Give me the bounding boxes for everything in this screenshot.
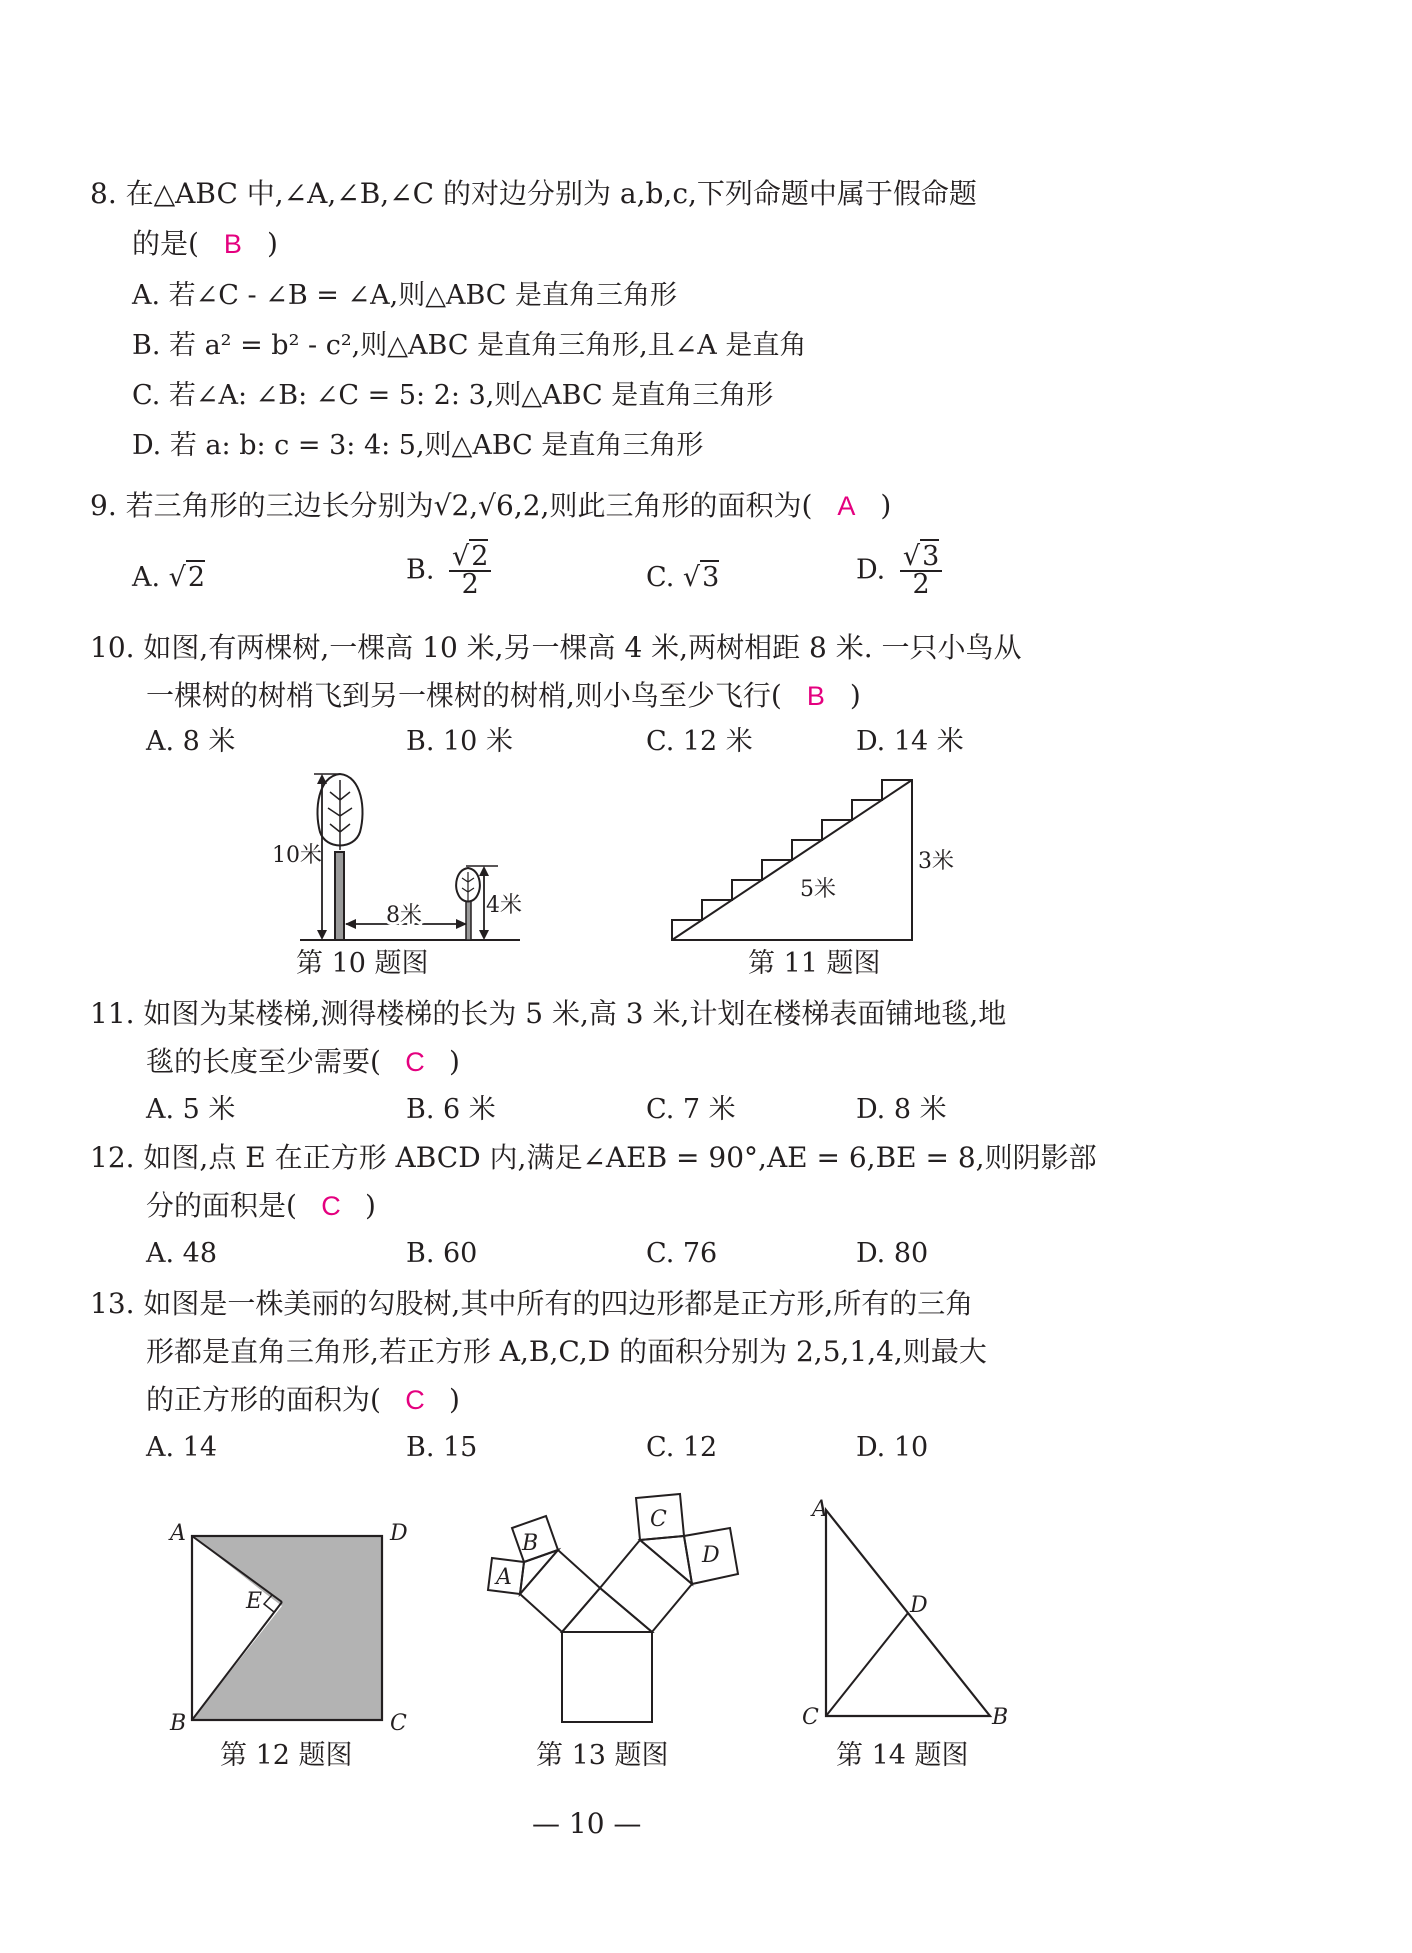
fig13-left-square xyxy=(520,1550,600,1632)
fig10-tall-trunk xyxy=(335,852,344,940)
fig14-segment-cd xyxy=(826,1613,908,1716)
fig13-label-a: A xyxy=(496,1565,512,1590)
q9-option-a xyxy=(132,560,205,596)
q11-close-paren: ) xyxy=(448,1045,460,1078)
q8-option-b: B. 若 a² = b² - c²,则△ABC 是直角三角形,且∠A 是直角 xyxy=(132,330,807,361)
figure-11-stairs xyxy=(666,776,966,946)
fig12-label-c: C xyxy=(390,1711,407,1736)
q9-option-a-radicand: 2 xyxy=(187,562,206,593)
q11-option-b: B. 6 米 xyxy=(406,1094,496,1125)
q8-stem-text: 的是( xyxy=(132,227,199,260)
fig14-label-a: A xyxy=(812,1497,828,1522)
q12-option-c: C. 76 xyxy=(646,1238,718,1269)
q8-stem-line1: 8. 在△ABC 中,∠A,∠B,∠C 的对边分别为 a,b,c,下列命题中属于假命题 xyxy=(90,177,977,210)
q13-option-c: C. 12 xyxy=(646,1432,718,1463)
fig14-label-c: C xyxy=(802,1705,819,1730)
q9-option-b xyxy=(406,541,491,600)
fig10-caption: 第 10 题图 xyxy=(296,948,429,979)
q13-option-b: B. 15 xyxy=(406,1432,478,1463)
fig10-arrow-down-small-icon xyxy=(479,930,489,940)
page-number: — 10 — xyxy=(532,1807,642,1840)
q9-option-d-denominator: 2 xyxy=(912,569,930,600)
fig13-label-c: C xyxy=(650,1507,667,1532)
q13-stem-line1: 13. 如图是一株美丽的勾股树,其中所有的四边形都是正方形,所有的三角 xyxy=(90,1287,974,1320)
fig10-label-gap: 8米 xyxy=(386,903,422,928)
q9-option-b-radicand: 2 xyxy=(471,541,489,572)
q9-stem-text: 9. 若三角形的三边长分别为√2,√6,2,则此三角形的面积为( xyxy=(90,489,813,522)
fig14-label-b: B xyxy=(992,1705,1009,1730)
q10-option-d: D. 14 米 xyxy=(856,726,964,757)
q9-option-d-radicand: 3 xyxy=(922,541,940,572)
q10-stem-line1: 10. 如图,有两棵树,一棵高 10 米,另一棵高 4 米,两树相距 8 米. 一只小鸟从 xyxy=(90,631,1022,664)
q13-stem-line2: 形都是直角三角形,若正方形 A,B,C,D 的面积分别为 2,5,1,4,则最大 xyxy=(146,1335,987,1368)
fig10-short-trunk xyxy=(466,896,471,940)
q10-stem-line2 xyxy=(146,678,861,714)
fig10-arrow-up-small-icon xyxy=(479,866,489,876)
q11-answer: C xyxy=(405,1047,425,1077)
fig14-caption: 第 14 题图 xyxy=(836,1740,969,1771)
fig13-base-square xyxy=(562,1632,652,1722)
q11-stem-text: 毯的长度至少需要( xyxy=(146,1045,381,1078)
figure-12-square xyxy=(160,1506,420,1736)
q12-answer: C xyxy=(321,1191,341,1221)
q13-close-paren: ) xyxy=(448,1383,460,1416)
q11-option-a: A. 5 米 xyxy=(146,1094,236,1125)
q12-stem-text: 分的面积是( xyxy=(146,1189,297,1222)
fig13-right-square xyxy=(600,1540,692,1632)
fig10-arrow-up-icon xyxy=(317,774,327,784)
figure-13-pythagoras-tree xyxy=(462,1470,752,1740)
q9-option-c-label: C. xyxy=(646,562,683,593)
sqrt-icon: √3 xyxy=(902,541,940,572)
sqrt-icon: √2 xyxy=(452,541,489,572)
q9-option-a-label: A. xyxy=(132,562,169,593)
q9-option-d xyxy=(856,541,942,600)
q12-close-paren: ) xyxy=(364,1189,376,1222)
fig12-caption: 第 12 题图 xyxy=(220,1740,353,1771)
q9-option-d-label: D. xyxy=(856,554,894,586)
q10-stem-text: 一棵树的树梢飞到另一棵树的树梢,则小鸟至少飞行( xyxy=(146,679,782,712)
figure-10-trees xyxy=(270,770,540,946)
q13-stem-text: 的正方形的面积为( xyxy=(146,1383,381,1416)
q8-option-a: A. 若∠C - ∠B = ∠A,则△ABC 是直角三角形 xyxy=(132,280,678,311)
q13-stem-line3 xyxy=(146,1382,460,1418)
q9-option-d-fraction xyxy=(900,541,942,600)
q9-close-paren: ) xyxy=(880,489,892,522)
q12-option-d: D. 80 xyxy=(856,1238,929,1269)
q13-option-a: A. 14 xyxy=(146,1432,218,1463)
fig10-label-tall: 10米 xyxy=(272,843,322,868)
q9-option-b-denominator: 2 xyxy=(461,569,479,600)
q11-option-d: D. 8 米 xyxy=(856,1094,947,1125)
q8-option-c: C. 若∠A: ∠B: ∠C = 5: 2: 3,则△ABC 是直角三角形 xyxy=(132,380,774,411)
fig12-label-d: D xyxy=(390,1521,408,1546)
fig14-label-d: D xyxy=(910,1593,928,1618)
q11-option-c: C. 7 米 xyxy=(646,1094,736,1125)
fig10-label-short: 4米 xyxy=(486,893,522,918)
fig12-label-a: A xyxy=(170,1521,186,1546)
q12-option-b: B. 60 xyxy=(406,1238,478,1269)
q10-option-c: C. 12 米 xyxy=(646,726,753,757)
q13-option-d: D. 10 xyxy=(856,1432,929,1463)
q10-answer: B xyxy=(806,681,825,711)
q10-option-b: B. 10 米 xyxy=(406,726,513,757)
q8-close-paren: ) xyxy=(266,227,278,260)
sqrt-icon: √3 xyxy=(682,562,720,593)
q9-option-c-radicand: 3 xyxy=(702,562,720,593)
q9-option-b-label: B. xyxy=(406,554,444,586)
q10-option-a: A. 8 米 xyxy=(146,726,236,757)
fig13-label-d: D xyxy=(702,1543,720,1568)
fig13-label-b: B xyxy=(522,1531,539,1556)
q12-stem-line1: 12. 如图,点 E 在正方形 ABCD 内,满足∠AEB = 90°,AE = 6,BE = 8,则阴影部 xyxy=(90,1141,1097,1174)
fig12-shaded-region xyxy=(192,1536,382,1720)
q9-option-c xyxy=(646,560,719,596)
q8-answer: B xyxy=(223,229,242,259)
figure-14-triangle xyxy=(800,1490,1020,1730)
fig11-label-slope: 5米 xyxy=(800,877,836,902)
fig13-caption: 第 13 题图 xyxy=(536,1740,669,1771)
fig10-arrow-down-icon xyxy=(317,930,327,940)
fig10-arrow-left-icon xyxy=(345,919,356,929)
q8-stem-line2 xyxy=(132,226,278,262)
q8-option-d: D. 若 a: b: c = 3: 4: 5,则△ABC 是直角三角形 xyxy=(132,430,704,461)
q11-stem-line1: 11. 如图为某楼梯,测得楼梯的长为 5 米,高 3 米,计划在楼梯表面铺地毯,地 xyxy=(90,997,1007,1030)
q13-answer: C xyxy=(405,1385,425,1415)
q9-answer: A xyxy=(837,491,856,521)
fig11-caption: 第 11 题图 xyxy=(748,948,881,979)
fig12-label-e: E xyxy=(246,1589,263,1614)
q9-stem xyxy=(90,488,891,524)
q10-close-paren: ) xyxy=(849,679,861,712)
fig12-label-b: B xyxy=(170,1711,187,1736)
q9-option-b-fraction xyxy=(449,541,491,600)
q12-option-a: A. 48 xyxy=(146,1238,218,1269)
sqrt-icon: √2 xyxy=(168,562,206,593)
q12-stem-line2 xyxy=(146,1188,376,1224)
fig11-label-height: 3米 xyxy=(918,849,954,874)
q11-stem-line2 xyxy=(146,1044,460,1080)
